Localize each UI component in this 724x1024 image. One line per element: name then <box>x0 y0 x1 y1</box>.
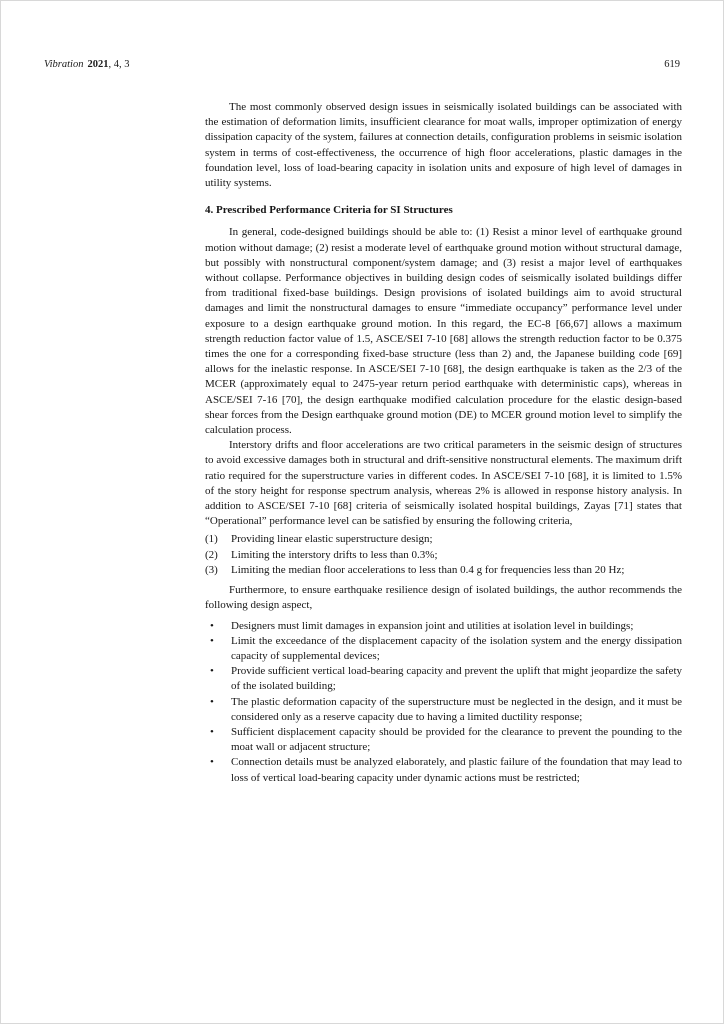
numbered-list-item <box>205 548 682 563</box>
paragraph-interstory-drifts: Interstory drifts and floor accelerations are two critical parameters in the seismic design of structures to avoid excessive damages both in structural and drift-sensitive nonstructural elements. The maximum drift ratio required for the superstructure varies in different codes. In ASCE/SEI 7-10 [68], it is limited to 1.5% of the story height for response spectrum analysis, whereas 2% is allowed in response history analysis. In addition to ASCE/SEI 7-10 [68] criteria of seismically isolated hospital buildings, Zayas [71] states that “Operational” performance level can be satisfied by ensuring the following criteria, <box>205 439 682 528</box>
page-number: 619 <box>664 59 680 70</box>
bullet-icon: • <box>210 634 214 647</box>
numbered-list-item <box>205 563 682 578</box>
bullet-item-text: Limit the exceedance of the displacement capacity of the isolation system and the energy dissipation capacity of supplemental devices; <box>231 634 682 662</box>
bullet-icon: • <box>210 756 214 769</box>
bullet-list-item <box>205 634 682 664</box>
article-body <box>205 100 682 786</box>
bullet-item-text: Sufficient displacement capacity should be provided for the clearance to prevent the pounding to the moat wall or adjacent structure; <box>231 725 682 754</box>
bullet-icon: • <box>210 665 214 678</box>
bullet-list-item <box>205 725 682 755</box>
journal-citation <box>44 58 129 71</box>
journal-header <box>44 58 680 71</box>
intro-paragraph: The most commonly observed design issues in seismically isolated buildings can be associated with the estimation of deformation limits, insufficient clearance for moat walls, improper optimization of energy dissipation capacity of the system, failures at connection details, configuration problems in seismic isolation system in terms of cost-effectiveness, the occurrence of high floor accelerations, plastic damages in the foundation level, loss of load-bearing capacity in isolation units and exposure of high level of damages in utility systems. <box>205 101 682 190</box>
journal-name: Vibration <box>44 59 84 70</box>
list-item-marker: (2) <box>205 548 218 561</box>
bullet-list <box>205 619 682 786</box>
paragraph-general-criteria: In general, code-designed buildings should be able to: (1) Resist a minor level of earthquake ground motion without damage; (2) resist a moderate level of earthquake ground motion without structural damage, but possibly with nonstructural component/system damage; and (3) resist a major level of earthquakes without collapse. Performance objectives in building design codes of seismically isolated buildings differ from traditional fixed-base buildings. Design provisions of isolated buildings aim to avoid structural damages and limit the nonstructural damages to ensure “immediate occupancy” performance level under exposure to a design earthquake ground motion. In this regard, the EC-8 [66,67] allows a maximum strength reduction factor value of 1.5, ASCE/SEI 7-10 [68] allows the strength reduction factor to be 0.375 times the one for a corresponding fixed-base structure (less than 2) and, the Japanese building code [69] allows for the inelastic response. In ASCE/SEI 7-10 [68], the design earthquake is taken as the 2/3 of the MCER (approximately equal to 2475-year return period earthquake with deterministic caps), whereas in ASCE/SEI 7-16 [70], the design earthquake modified calculation procedure for the elastic design-based shear forces from the Design earthquake ground motion (DE) to MCER ground motion level to simplify the calculation process. <box>205 226 682 437</box>
bullet-item-text: Connection details must be analyzed elaborately, and plastic failure of the foundation that may lead to loss of vertical load-bearing capacity under dynamic actions must be restricted; <box>231 756 682 784</box>
bullet-icon: • <box>210 695 214 708</box>
bullet-list-item <box>205 664 682 694</box>
bullet-item-text: Provide sufficient vertical load-bearing capacity and prevent the uplift that might jeopardize the safety of the isolated building; <box>231 665 682 693</box>
numbered-list-item <box>205 532 682 547</box>
section-heading: 4. Prescribed Performance Criteria for SI Structures <box>205 204 453 217</box>
bullet-list-item <box>205 695 682 725</box>
journal-issue: , 4, 3 <box>108 59 130 70</box>
list-item-marker: (3) <box>205 563 218 576</box>
bullet-list-item <box>205 619 682 634</box>
bullet-item-text: Designers must limit damages in expansion joint and utilities at isolation level in buildings; <box>231 619 634 632</box>
bullet-icon: • <box>210 725 214 738</box>
list-item-marker: (1) <box>205 533 218 546</box>
numbered-list <box>205 532 682 578</box>
list-item-text: Providing linear elastic superstructure design; <box>231 533 433 546</box>
bullet-item-text: The plastic deformation capacity of the superstructure must be neglected in the design, and it must be considered only as a reserve capacity due to having a limited ductility response; <box>231 695 682 723</box>
bullet-list-item <box>205 755 682 785</box>
list-item-text: Limiting the interstory drifts to less than 0.3%; <box>231 548 438 561</box>
bullet-icon: • <box>210 619 214 632</box>
journal-year: 2021 <box>87 59 109 70</box>
list-item-text: Limiting the median floor accelerations to less than 0.4 g for frequencies less than 20 Hz; <box>231 563 625 576</box>
paragraph-furthermore: Furthermore, to ensure earthquake resilience design of isolated buildings, the author recommends the following design aspect, <box>205 584 682 612</box>
